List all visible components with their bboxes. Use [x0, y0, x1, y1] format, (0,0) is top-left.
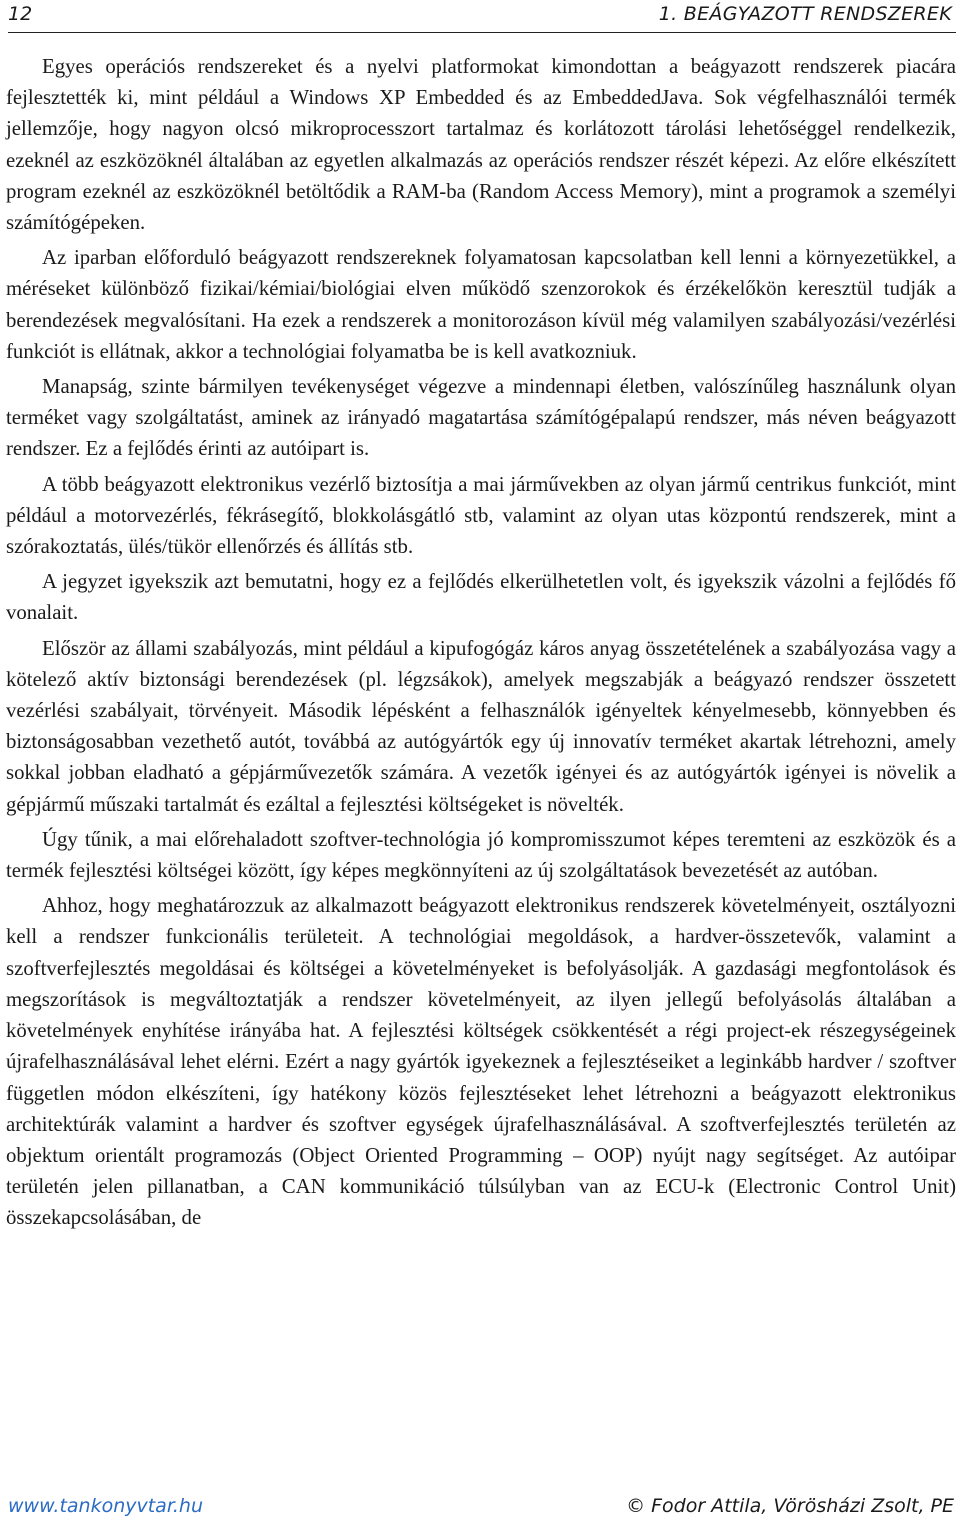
paragraph: Ahhoz, hogy meghatározzuk az alkalmazott beágyazott elektronikus rendszerek követelményeit, osztályozni kell a rendszer funkcionális területeit. A technológiai megoldások, a hardver-összetevők, valamint a szoftverfejlesztés megoldásai és költségei a követelményeket is befolyásolják. A gazdasági megfontolások és megszorítások is megváltoztatják a rendszer követelményeit, az ilyen jellegű befolyásolás általában a követelmények enyhítése irányába hat. A fejlesztési költségek csökkentését a régi project-ek részegységeinek újrafelhasználásával lehet elérni. Ezért a nagy gyártók igyekeznek a fejlesztéseiket a leginkább hardver / szoftver független módon elkészíteni, így hatékony közös fejlesztéseket lehet létrehozni a beágyazott elektronikus architektúrák valamint a hardver és szoftver egységek újrafelhasználásával. A szoftverfejlesztés területén az objektum orientált programozás (Object Oriented Programming – OOP) nyújt nagy segítséget. Az autóipar területén jelen pillanatban, a CAN kommunikáció túlsúlyban van az ECU-k (Electronic Control Unit) összekapcsolásában, de: [6, 894, 956, 1230]
paragraph: Úgy tűnik, a mai előrehaladott szoftver-technológia jó kompromisszumot képes teremteni az eszközök és a termék fejlesztési költségei között, így képes megkönnyíteni az új szolgáltatások bevezetését az autóban.: [6, 827, 956, 883]
paragraph: Először az állami szabályozás, mint például a kipufogógáz káros anyag összetételének a szabályozása vagy a kötelező aktív biztonsági berendezések (pl. légzsákok), amelyek megszabják a beágyazó rendszer összetett vezérlési szabályait, törvényeit. Második lépésként a felhasználók igényeltek kényelmesebb, könnyebben és biztonságosabban vezethető autót, továbbá az autógyártók egy új innovatív terméket akartak létrehozni, amely sokkal jobban eladható a gépjárművezetők számára. A vezetők igényei és az autógyártók igényei is növelik a gépjármű műszaki tartalmát és ezáltal a fejlesztési költségeket is növelték.: [6, 636, 956, 816]
paragraph: Manapság, szinte bármilyen tevékenységet végezve a mindennapi életben, valószínűleg használunk olyan terméket vagy szolgáltatást, aminek az irányadó magatartása számítógépalapú rendszer, más néven beágyazott rendszer. Ez a fejlődés érinti az autóipart is.: [6, 375, 956, 461]
paragraph: Az iparban előforduló beágyazott rendszereknek folyamatosan kapcsolatban kell lenni a környezetükkel, a méréseket különböző fizikai/kémiai/biológiai elven működő szenzorokok és érzékelőkön keresztül tudják a berendezések megvalósítani. Ha ezek a rendszerek a monitorozáson kívül még valamilyen szabályozási/vezérlési funkciót is ellátnak, akkor a technológiai folyamatba be is kell avatkozniuk.: [6, 246, 956, 363]
copyright-notice: © Fodor Attila, Vörösházi Zsolt, PE: [626, 1495, 954, 1517]
page-number: 12: [8, 3, 33, 25]
paragraph: Egyes operációs rendszereket és a nyelvi platformokat kimondottan a beágyazott rendszerek piacára fejlesztették ki, mint például a Windows XP Embedded és az EmbeddedJava. Sok végfelhasználói termék jellemzője, hogy nagyon olcsó mikroprocesszort tartalmaz és korlátozott tárolási lehetőséggel rendelkezik, ezeknél az eszközöknél általában az egyetlen alkalmazás az operációs rendszer részét képezi. Az előre elkészített program ezeknél az eszközöknél betöltődik a RAM-ba (Random Access Memory), mint a programok a személyi számítógépeken.: [6, 55, 956, 235]
page-footer: [8, 1495, 954, 1521]
paragraph: A jegyzet igyekszik azt bemutatni, hogy ez a fejlődés elkerülhetetlen volt, és igyekszik vázolni a fejlődés fő vonalait.: [6, 570, 956, 625]
page-header: [8, 0, 956, 33]
website-link[interactable]: www.tankonyvtar.hu: [8, 1495, 204, 1517]
chapter-title: 1. BEÁGYAZOTT RENDSZEREK: [658, 3, 952, 25]
document-body: [6, 51, 956, 1238]
paragraph: A több beágyazott elektronikus vezérlő biztosítja a mai járművekben az olyan jármű centrikus funkciót, mint például a motorvezérlés, fékrásegítő, blokkolásgátló stb, valamint az olyan utas központú rendszerek, mint a szórakoztatás, ülés/tükör ellenőrzés és állítás stb.: [6, 472, 956, 559]
